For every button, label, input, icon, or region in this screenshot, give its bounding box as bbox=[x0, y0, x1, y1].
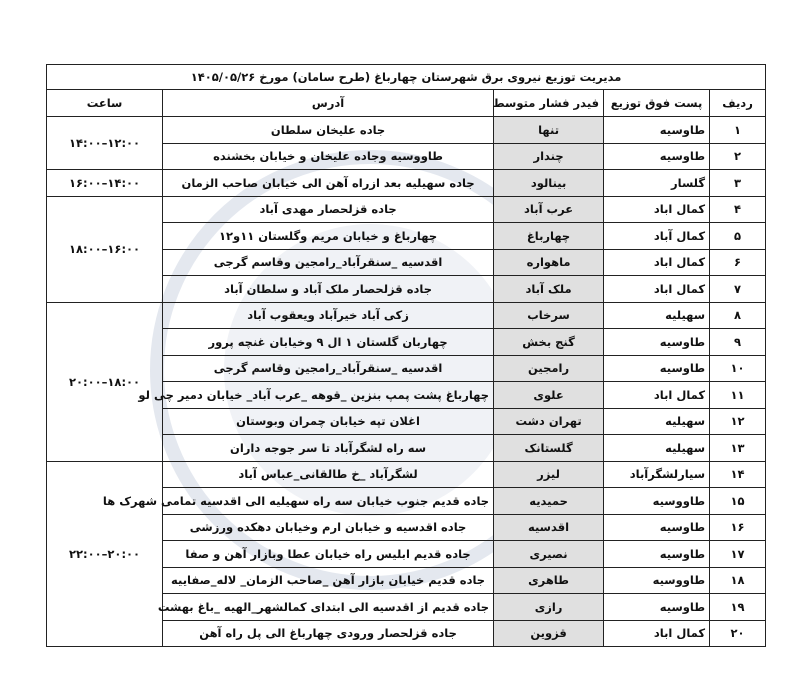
row-feeder: ملک آباد bbox=[494, 276, 604, 303]
row-station: کمال اباد bbox=[604, 249, 710, 276]
row-feeder: اقدسیه bbox=[494, 514, 604, 541]
row-index: ۱۷ bbox=[710, 541, 766, 568]
row-station: کمال اباد bbox=[604, 382, 710, 409]
row-feeder: تهران دشت bbox=[494, 408, 604, 435]
row-station: سهیلیه bbox=[604, 302, 710, 329]
row-station: طاوسیه bbox=[604, 594, 710, 621]
row-index: ۶ bbox=[710, 249, 766, 276]
row-feeder: حمیدیه bbox=[494, 488, 604, 515]
row-index: ۳ bbox=[710, 170, 766, 197]
row-feeder: علوی bbox=[494, 382, 604, 409]
row-feeder: عرب آباد bbox=[494, 196, 604, 223]
row-station: کمال آباد bbox=[604, 223, 710, 250]
header-row bbox=[47, 90, 766, 117]
row-index: ۹ bbox=[710, 329, 766, 356]
header-time: ساعت bbox=[47, 90, 163, 117]
table-row bbox=[47, 302, 766, 329]
row-address: جاده قدیم از اقدسیه الی ابتدای کمالشهر_الهیه _باغ بهشت bbox=[163, 594, 494, 621]
table-row bbox=[47, 196, 766, 223]
row-station: طاووسیه bbox=[604, 567, 710, 594]
row-index: ۷ bbox=[710, 276, 766, 303]
row-index: ۱۳ bbox=[710, 435, 766, 462]
row-feeder: قزوین bbox=[494, 620, 604, 647]
row-address: زکی آباد خیرآباد ویعقوب آباد bbox=[163, 302, 494, 329]
row-station: طاوسیه bbox=[604, 541, 710, 568]
row-address: طاووسیه وجاده علیخان و خیابان بخشنده bbox=[163, 143, 494, 170]
row-time: ۱۸:۰۰–۲۰:۰۰ bbox=[47, 302, 163, 461]
row-station: طاوسیه bbox=[604, 514, 710, 541]
row-index: ۱۴ bbox=[710, 461, 766, 488]
row-station: طاوسیه bbox=[604, 355, 710, 382]
row-feeder: طاهری bbox=[494, 567, 604, 594]
row-index: ۸ bbox=[710, 302, 766, 329]
outage-schedule-table bbox=[46, 64, 766, 647]
row-address: جاده قزلحصار ورودی چهارباغ الی پل راه آهن bbox=[163, 620, 494, 647]
row-address: جاده علیخان سلطان bbox=[163, 117, 494, 144]
row-station: سهیلیه bbox=[604, 408, 710, 435]
row-address: لشگرآباد _خ طالقانی_عباس آباد bbox=[163, 461, 494, 488]
table-row bbox=[47, 170, 766, 197]
table-row bbox=[47, 461, 766, 488]
row-time: ۱۴:۰۰–۱۶:۰۰ bbox=[47, 170, 163, 197]
row-address: چهاربان گلستان ۱ ال ۹ وخیابان غنچه پرور bbox=[163, 329, 494, 356]
row-address: جاده قدیم جنوب خیابان سه راه سهیلیه الی اقدسیه تمامی شهرک ها bbox=[163, 488, 494, 515]
row-index: ۱ bbox=[710, 117, 766, 144]
row-index: ۲ bbox=[710, 143, 766, 170]
row-feeder: چهارباغ bbox=[494, 223, 604, 250]
header-address: آدرس bbox=[163, 90, 494, 117]
row-station: سهیلیه bbox=[604, 435, 710, 462]
row-feeder: بینالود bbox=[494, 170, 604, 197]
row-index: ۱۶ bbox=[710, 514, 766, 541]
row-feeder: نصیری bbox=[494, 541, 604, 568]
row-address: جاده قزلحصار مهدی آباد bbox=[163, 196, 494, 223]
header-feeder: فیدر فشار متوسط bbox=[494, 90, 604, 117]
row-station: سیارلشگرآباد bbox=[604, 461, 710, 488]
row-station: کمال اباد bbox=[604, 620, 710, 647]
title-row bbox=[47, 65, 766, 90]
row-station: کمال اباد bbox=[604, 276, 710, 303]
row-address: اغلان تپه خیابان چمران وبوستان bbox=[163, 408, 494, 435]
row-feeder: گلستانک bbox=[494, 435, 604, 462]
row-station: گلسار bbox=[604, 170, 710, 197]
row-index: ۴ bbox=[710, 196, 766, 223]
document-title: مدیریت توزیع نیروی برق شهرستان چهارباغ (طرح سامان) مورخ ۱۴۰۵/۰۵/۲۶ bbox=[47, 65, 766, 90]
header-station: پست فوق توزیع bbox=[604, 90, 710, 117]
row-feeder: چندار bbox=[494, 143, 604, 170]
row-feeder: سرخاب bbox=[494, 302, 604, 329]
row-address: جاده قدیم خیابان بازار آهن _صاحب الزمان_ لاله_صفاییه bbox=[163, 567, 494, 594]
row-index: ۲۰ bbox=[710, 620, 766, 647]
table-row bbox=[47, 117, 766, 144]
row-address: جاده قزلحصار ملک آباد و سلطان آباد bbox=[163, 276, 494, 303]
row-address: جاده قدیم ابلیس راه خیابان عطا وبازار آهن و صفا bbox=[163, 541, 494, 568]
row-feeder: گنج بخش bbox=[494, 329, 604, 356]
row-time: ۱۶:۰۰–۱۸:۰۰ bbox=[47, 196, 163, 302]
row-index: ۱۰ bbox=[710, 355, 766, 382]
row-feeder: لیزر bbox=[494, 461, 604, 488]
row-station: طاوسیه bbox=[604, 143, 710, 170]
row-index: ۱۹ bbox=[710, 594, 766, 621]
header-index: ردیف bbox=[710, 90, 766, 117]
row-address: چهارباغ پشت پمپ بنزین _قوهه _عرب آباد_ خیابان دمیر چی لو bbox=[163, 382, 494, 409]
row-feeder: رازی bbox=[494, 594, 604, 621]
row-time: ۲۰:۰۰–۲۲:۰۰ bbox=[47, 461, 163, 647]
row-address: جاده اقدسیه و خیابان ارم وخیابان دهکده ورزشی bbox=[163, 514, 494, 541]
row-feeder: ماهواره bbox=[494, 249, 604, 276]
row-address: اقدسیه _سنقرآباد_رامجین وقاسم گرجی bbox=[163, 249, 494, 276]
row-station: طاوسیه bbox=[604, 117, 710, 144]
row-index: ۱۵ bbox=[710, 488, 766, 515]
row-index: ۱۱ bbox=[710, 382, 766, 409]
row-index: ۱۲ bbox=[710, 408, 766, 435]
row-station: طاوسیه bbox=[604, 329, 710, 356]
row-address: جاده سهیلیه بعد ازراه آهن الی خیابان صاحب الزمان bbox=[163, 170, 494, 197]
row-feeder: تنها bbox=[494, 117, 604, 144]
row-address: اقدسیه _سنقرآباد_رامجین وقاسم گرجی bbox=[163, 355, 494, 382]
row-address: چهارباغ و خیابان مریم وگلستان ۱۱و۱۲ bbox=[163, 223, 494, 250]
row-feeder: رامجین bbox=[494, 355, 604, 382]
row-station: کمال اباد bbox=[604, 196, 710, 223]
row-address: سه راه لشگرآباد تا سر جوجه داران bbox=[163, 435, 494, 462]
row-time: ۱۲:۰۰–۱۴:۰۰ bbox=[47, 117, 163, 170]
row-index: ۵ bbox=[710, 223, 766, 250]
row-station: طاووسیه bbox=[604, 488, 710, 515]
row-index: ۱۸ bbox=[710, 567, 766, 594]
